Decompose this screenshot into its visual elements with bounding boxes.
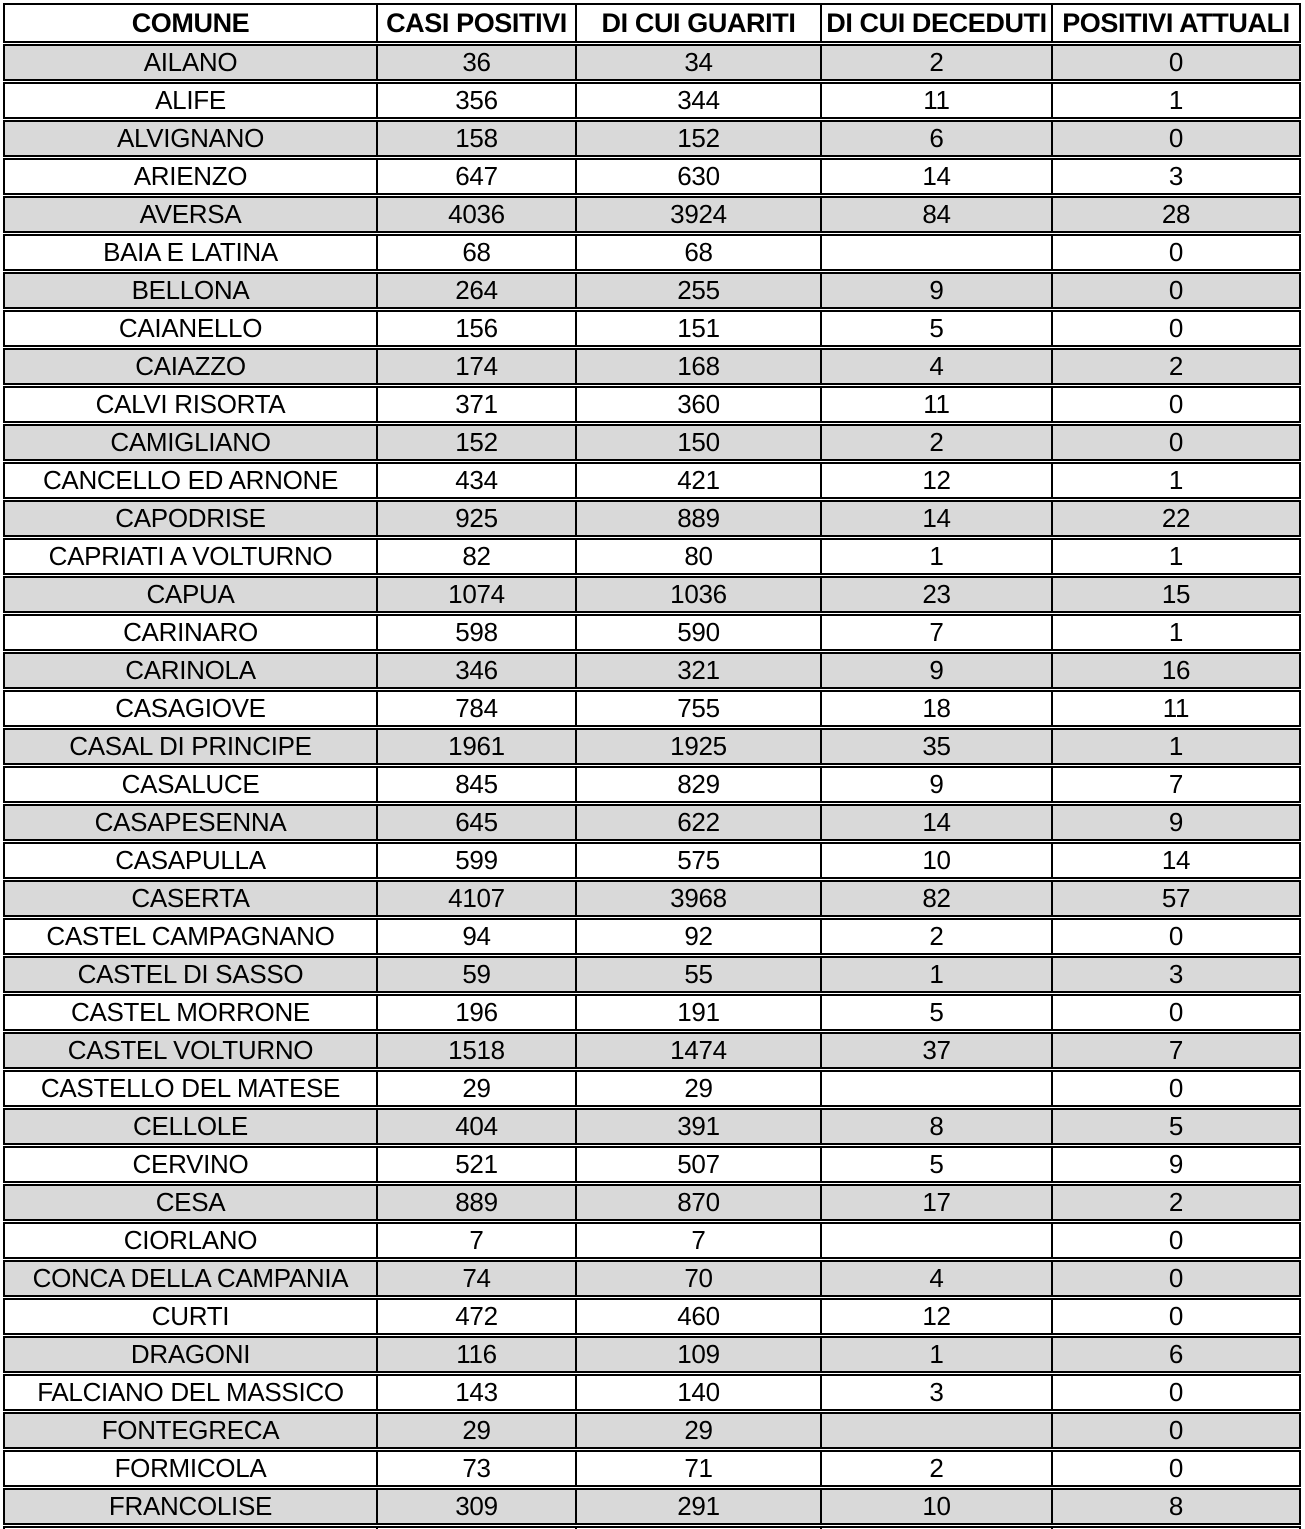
- casi-positivi-cell: 36: [378, 44, 577, 81]
- guariti-cell: 3968: [577, 880, 822, 917]
- positivi-attuali-cell: 0: [1053, 1260, 1301, 1297]
- casi-positivi-cell: 4107: [378, 880, 577, 917]
- positivi-attuali-cell: 16: [1053, 652, 1301, 689]
- comune-cell: CERVINO: [3, 1146, 378, 1183]
- positivi-attuali-cell: 0: [1053, 386, 1301, 423]
- casi-positivi-cell: 73: [378, 1450, 577, 1487]
- table-row: [3, 1336, 1301, 1373]
- deceduti-cell: 23: [822, 576, 1053, 613]
- deceduti-cell: 2: [822, 44, 1053, 81]
- comune-cell: CASTEL MORRONE: [3, 994, 378, 1031]
- casi-positivi-cell: 29: [378, 1412, 577, 1449]
- guariti-cell: 151: [577, 310, 822, 347]
- deceduti-cell: 4: [822, 348, 1053, 385]
- casi-positivi-cell: 156: [378, 310, 577, 347]
- deceduti-cell: 84: [822, 196, 1053, 233]
- comune-cell: CAPRIATI A VOLTURNO: [3, 538, 378, 575]
- guariti-cell: 755: [577, 690, 822, 727]
- header-row: [3, 3, 1301, 43]
- comune-cell: CAIAZZO: [3, 348, 378, 385]
- deceduti-cell: 5: [822, 1146, 1053, 1183]
- casi-positivi-cell: 196: [378, 994, 577, 1031]
- comune-cell: BELLONA: [3, 272, 378, 309]
- positivi-attuali-cell: 28: [1053, 196, 1301, 233]
- comune-cell: CASERTA: [3, 880, 378, 917]
- casi-positivi-cell: 1518: [378, 1032, 577, 1069]
- positivi-attuali-cell: 9: [1053, 1146, 1301, 1183]
- positivi-attuali-cell: 22: [1053, 500, 1301, 537]
- table-row: [3, 1032, 1301, 1069]
- table-row: [3, 386, 1301, 423]
- comune-cell: CASAGIOVE: [3, 690, 378, 727]
- table-row: [3, 1412, 1301, 1449]
- positivi-attuali-cell: 15: [1053, 576, 1301, 613]
- deceduti-cell: 8: [822, 1108, 1053, 1145]
- table-row: [3, 1374, 1301, 1411]
- deceduti-cell: 11: [822, 82, 1053, 119]
- deceduti-cell: 5: [822, 310, 1053, 347]
- positivi-attuali-cell: 7: [1053, 766, 1301, 803]
- guariti-cell: 1925: [577, 728, 822, 765]
- positivi-attuali-cell: 0: [1053, 424, 1301, 461]
- positivi-attuali-cell: 0: [1053, 1070, 1301, 1107]
- table-body: [3, 44, 1301, 1529]
- table-row: [3, 1298, 1301, 1335]
- table-row: [3, 348, 1301, 385]
- positivi-attuali-cell: 8: [1053, 1488, 1301, 1525]
- positivi-attuali-cell: 0: [1053, 120, 1301, 157]
- deceduti-cell: 3: [822, 1374, 1053, 1411]
- guariti-cell: 68: [577, 234, 822, 271]
- table-row: [3, 196, 1301, 233]
- table-row: [3, 918, 1301, 955]
- positivi-attuali-cell: 0: [1053, 1450, 1301, 1487]
- guariti-cell: 55: [577, 956, 822, 993]
- positivi-attuali-cell: 7: [1053, 1032, 1301, 1069]
- guariti-cell: 829: [577, 766, 822, 803]
- casi-positivi-cell: 7: [378, 1222, 577, 1259]
- positivi-attuali-cell: 1: [1053, 538, 1301, 575]
- casi-positivi-cell: 152: [378, 424, 577, 461]
- deceduti-cell: 14: [822, 158, 1053, 195]
- comune-cell: ALIFE: [3, 82, 378, 119]
- casi-positivi-cell: 158: [378, 120, 577, 157]
- table-row: [3, 1108, 1301, 1145]
- comune-cell: CASAPULLA: [3, 842, 378, 879]
- deceduti-cell: 1: [822, 956, 1053, 993]
- positivi-attuali-cell: 0: [1053, 1412, 1301, 1449]
- positivi-attuali-cell: 0: [1053, 310, 1301, 347]
- casi-positivi-cell: 356: [378, 82, 577, 119]
- casi-positivi-cell: 371: [378, 386, 577, 423]
- comune-cell: CIORLANO: [3, 1222, 378, 1259]
- positivi-attuali-cell: 2: [1053, 348, 1301, 385]
- casi-positivi-cell: 598: [378, 614, 577, 651]
- deceduti-cell: 7: [822, 614, 1053, 651]
- comune-cell: ALVIGNANO: [3, 120, 378, 157]
- positivi-attuali-cell: 1: [1053, 614, 1301, 651]
- column-header-positivi-attuali: POSITIVI ATTUALI: [1053, 3, 1301, 43]
- table-row: [3, 462, 1301, 499]
- table-row: [3, 500, 1301, 537]
- deceduti-cell: 9: [822, 766, 1053, 803]
- comune-cell: CAIANELLO: [3, 310, 378, 347]
- casi-positivi-cell: 143: [378, 1374, 577, 1411]
- deceduti-cell: 9: [822, 652, 1053, 689]
- guariti-cell: 168: [577, 348, 822, 385]
- casi-positivi-cell: 4036: [378, 196, 577, 233]
- deceduti-cell: [822, 1070, 1053, 1107]
- column-header-comune: COMUNE: [3, 3, 378, 43]
- guariti-cell: 140: [577, 1374, 822, 1411]
- guariti-cell: 29: [577, 1412, 822, 1449]
- guariti-cell: 1474: [577, 1032, 822, 1069]
- comune-cell: CARINARO: [3, 614, 378, 651]
- deceduti-cell: 4: [822, 1260, 1053, 1297]
- comune-cell: BAIA E LATINA: [3, 234, 378, 271]
- comune-cell: DRAGONI: [3, 1336, 378, 1373]
- casi-positivi-cell: 404: [378, 1108, 577, 1145]
- casi-positivi-cell: 645: [378, 804, 577, 841]
- table-row: [3, 728, 1301, 765]
- deceduti-cell: 10: [822, 1488, 1053, 1525]
- guariti-cell: 291: [577, 1488, 822, 1525]
- deceduti-cell: 14: [822, 804, 1053, 841]
- deceduti-cell: 18: [822, 690, 1053, 727]
- casi-positivi-cell: 1074: [378, 576, 577, 613]
- deceduti-cell: 1: [822, 538, 1053, 575]
- guariti-cell: 34: [577, 44, 822, 81]
- table-row: [3, 766, 1301, 803]
- guariti-cell: 590: [577, 614, 822, 651]
- deceduti-cell: 5: [822, 994, 1053, 1031]
- table-row: [3, 652, 1301, 689]
- column-header-guariti: DI CUI GUARITI: [577, 3, 822, 43]
- positivi-attuali-cell: 3: [1053, 158, 1301, 195]
- deceduti-cell: 82: [822, 880, 1053, 917]
- table-row: [3, 44, 1301, 81]
- positivi-attuali-cell: 6: [1053, 1336, 1301, 1373]
- guariti-cell: 344: [577, 82, 822, 119]
- deceduti-cell: 37: [822, 1032, 1053, 1069]
- comune-cell: CAPUA: [3, 576, 378, 613]
- table-row: [3, 424, 1301, 461]
- guariti-cell: 622: [577, 804, 822, 841]
- table-row: [3, 1450, 1301, 1487]
- positivi-attuali-cell: 2: [1053, 1184, 1301, 1221]
- table-header: [3, 3, 1301, 43]
- positivi-attuali-cell: 0: [1053, 918, 1301, 955]
- comune-cell: CASAPESENNA: [3, 804, 378, 841]
- comune-cell: ARIENZO: [3, 158, 378, 195]
- guariti-cell: 7: [577, 1222, 822, 1259]
- positivi-attuali-cell: 0: [1053, 1298, 1301, 1335]
- casi-positivi-cell: 68: [378, 234, 577, 271]
- table-row: [3, 1260, 1301, 1297]
- comune-cell: CASTEL DI SASSO: [3, 956, 378, 993]
- deceduti-cell: 2: [822, 918, 1053, 955]
- deceduti-cell: 12: [822, 1298, 1053, 1335]
- column-header-casi-positivi: CASI POSITIVI: [378, 3, 577, 43]
- comune-cell: CELLOLE: [3, 1108, 378, 1145]
- casi-positivi-cell: 346: [378, 652, 577, 689]
- comune-cell: CURTI: [3, 1298, 378, 1335]
- positivi-attuali-cell: 9: [1053, 804, 1301, 841]
- positivi-attuali-cell: 1: [1053, 462, 1301, 499]
- comune-cell: FALCIANO DEL MASSICO: [3, 1374, 378, 1411]
- casi-positivi-cell: 434: [378, 462, 577, 499]
- table-row: [3, 310, 1301, 347]
- guariti-cell: 70: [577, 1260, 822, 1297]
- deceduti-cell: [822, 234, 1053, 271]
- comune-cell: AVERSA: [3, 196, 378, 233]
- casi-positivi-cell: 264: [378, 272, 577, 309]
- covid-comuni-table: [3, 2, 1301, 1529]
- guariti-cell: 421: [577, 462, 822, 499]
- deceduti-cell: 1: [822, 1336, 1053, 1373]
- positivi-attuali-cell: 0: [1053, 1222, 1301, 1259]
- comune-cell: CARINOLA: [3, 652, 378, 689]
- guariti-cell: 575: [577, 842, 822, 879]
- deceduti-cell: 2: [822, 1450, 1053, 1487]
- table-row: [3, 880, 1301, 917]
- deceduti-cell: 35: [822, 728, 1053, 765]
- positivi-attuali-cell: 1: [1053, 82, 1301, 119]
- comune-cell: CAMIGLIANO: [3, 424, 378, 461]
- guariti-cell: 150: [577, 424, 822, 461]
- guariti-cell: 889: [577, 500, 822, 537]
- comune-cell: CONCA DELLA CAMPANIA: [3, 1260, 378, 1297]
- deceduti-cell: [822, 1412, 1053, 1449]
- casi-positivi-cell: 521: [378, 1146, 577, 1183]
- guariti-cell: 321: [577, 652, 822, 689]
- comune-cell: FONTEGRECA: [3, 1412, 378, 1449]
- comune-cell: CASALUCE: [3, 766, 378, 803]
- table-row: [3, 1222, 1301, 1259]
- guariti-cell: 109: [577, 1336, 822, 1373]
- guariti-cell: 1036: [577, 576, 822, 613]
- deceduti-cell: 2: [822, 424, 1053, 461]
- guariti-cell: 3924: [577, 196, 822, 233]
- positivi-attuali-cell: 0: [1053, 44, 1301, 81]
- deceduti-cell: 9: [822, 272, 1053, 309]
- guariti-cell: 507: [577, 1146, 822, 1183]
- casi-positivi-cell: 174: [378, 348, 577, 385]
- guariti-cell: 391: [577, 1108, 822, 1145]
- comune-cell: CASAL DI PRINCIPE: [3, 728, 378, 765]
- column-header-deceduti: DI CUI DECEDUTI: [822, 3, 1053, 43]
- guariti-cell: 152: [577, 120, 822, 157]
- table-row: [3, 158, 1301, 195]
- table-row: [3, 538, 1301, 575]
- positivi-attuali-cell: 14: [1053, 842, 1301, 879]
- comune-cell: CALVI RISORTA: [3, 386, 378, 423]
- table-row: [3, 272, 1301, 309]
- table-row: [3, 576, 1301, 613]
- comune-cell: AILANO: [3, 44, 378, 81]
- positivi-attuali-cell: 5: [1053, 1108, 1301, 1145]
- table-row: [3, 1146, 1301, 1183]
- comune-cell: CASTEL CAMPAGNANO: [3, 918, 378, 955]
- comune-cell: FRANCOLISE: [3, 1488, 378, 1525]
- positivi-attuali-cell: 0: [1053, 994, 1301, 1031]
- casi-positivi-cell: 309: [378, 1488, 577, 1525]
- positivi-attuali-cell: 0: [1053, 234, 1301, 271]
- table-row: [3, 994, 1301, 1031]
- table-row: [3, 1488, 1301, 1525]
- guariti-cell: 460: [577, 1298, 822, 1335]
- table-row: [3, 82, 1301, 119]
- deceduti-cell: 11: [822, 386, 1053, 423]
- table-row: [3, 690, 1301, 727]
- deceduti-cell: [822, 1222, 1053, 1259]
- positivi-attuali-cell: 3: [1053, 956, 1301, 993]
- casi-positivi-cell: 889: [378, 1184, 577, 1221]
- table-row: [3, 120, 1301, 157]
- positivi-attuali-cell: 1: [1053, 728, 1301, 765]
- guariti-cell: 29: [577, 1070, 822, 1107]
- casi-positivi-cell: 74: [378, 1260, 577, 1297]
- comune-cell: FORMICOLA: [3, 1450, 378, 1487]
- positivi-attuali-cell: 57: [1053, 880, 1301, 917]
- table-row: [3, 614, 1301, 651]
- table-row: [3, 234, 1301, 271]
- deceduti-cell: 12: [822, 462, 1053, 499]
- casi-positivi-cell: 29: [378, 1070, 577, 1107]
- comune-cell: CESA: [3, 1184, 378, 1221]
- casi-positivi-cell: 647: [378, 158, 577, 195]
- guariti-cell: 870: [577, 1184, 822, 1221]
- casi-positivi-cell: 784: [378, 690, 577, 727]
- deceduti-cell: 14: [822, 500, 1053, 537]
- deceduti-cell: 10: [822, 842, 1053, 879]
- comune-cell: CAPODRISE: [3, 500, 378, 537]
- guariti-cell: 191: [577, 994, 822, 1031]
- guariti-cell: 630: [577, 158, 822, 195]
- deceduti-cell: 6: [822, 120, 1053, 157]
- page: [0, 2, 1305, 1529]
- casi-positivi-cell: 116: [378, 1336, 577, 1373]
- casi-positivi-cell: 599: [378, 842, 577, 879]
- table-row: [3, 804, 1301, 841]
- positivi-attuali-cell: 11: [1053, 690, 1301, 727]
- comune-cell: CASTEL VOLTURNO: [3, 1032, 378, 1069]
- comune-cell: CASTELLO DEL MATESE: [3, 1070, 378, 1107]
- casi-positivi-cell: 94: [378, 918, 577, 955]
- casi-positivi-cell: 472: [378, 1298, 577, 1335]
- casi-positivi-cell: 1961: [378, 728, 577, 765]
- guariti-cell: 80: [577, 538, 822, 575]
- guariti-cell: 255: [577, 272, 822, 309]
- casi-positivi-cell: 925: [378, 500, 577, 537]
- table-row: [3, 1184, 1301, 1221]
- guariti-cell: 360: [577, 386, 822, 423]
- casi-positivi-cell: 845: [378, 766, 577, 803]
- comune-cell: CANCELLO ED ARNONE: [3, 462, 378, 499]
- table-row: [3, 842, 1301, 879]
- table-row: [3, 1070, 1301, 1107]
- guariti-cell: 92: [577, 918, 822, 955]
- table-row: [3, 956, 1301, 993]
- positivi-attuali-cell: 0: [1053, 272, 1301, 309]
- casi-positivi-cell: 59: [378, 956, 577, 993]
- deceduti-cell: 17: [822, 1184, 1053, 1221]
- guariti-cell: 71: [577, 1450, 822, 1487]
- positivi-attuali-cell: 0: [1053, 1374, 1301, 1411]
- casi-positivi-cell: 82: [378, 538, 577, 575]
